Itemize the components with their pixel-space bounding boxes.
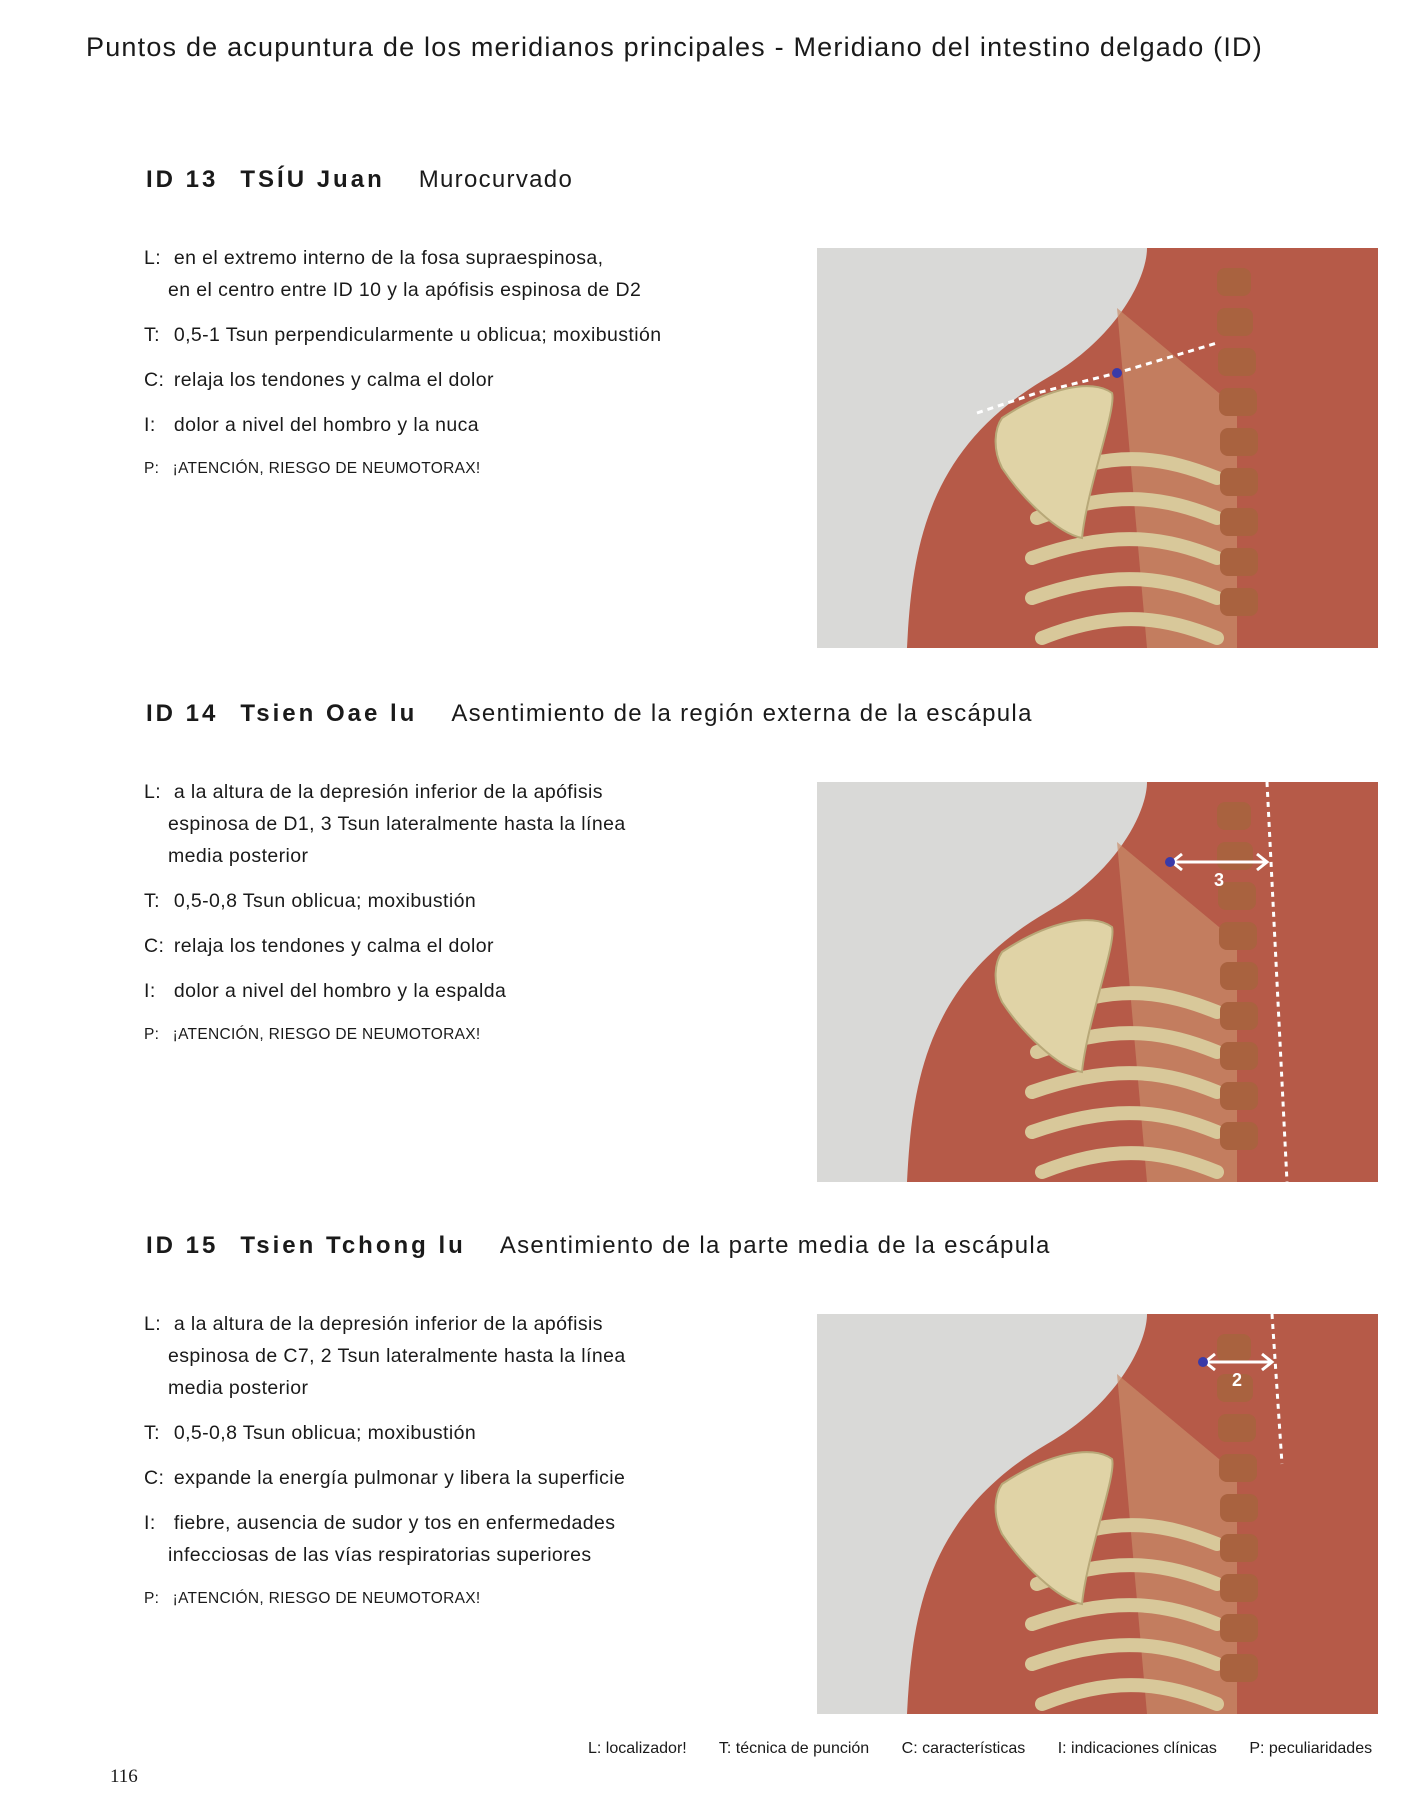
point-name: Tsien Tchong lu	[240, 1232, 466, 1259]
legend-item: I: indicaciones clínicas	[1057, 1740, 1217, 1757]
legend-item: C: características	[901, 1740, 1026, 1757]
line-characteristics: C: expande la energía pulmonar y libera la superficie	[144, 1467, 626, 1489]
page-number: 116	[110, 1766, 138, 1787]
line-localization-cont: espinosa de C7, 2 Tsun lateralmente hasta la línea	[168, 1345, 626, 1367]
anatomy-illustration	[817, 1314, 1378, 1714]
line-peculiarities: P: ¡ATENCIÓN, RIESGO DE NEUMOTORAX!	[144, 460, 481, 477]
legend-item: T: técnica de punción	[718, 1740, 870, 1757]
line-localization: L: a la altura de la depresión inferior de la apófisis	[144, 1313, 603, 1335]
point-name: TSÍU Juan	[240, 166, 385, 193]
point-code: ID 15	[146, 1232, 219, 1259]
line-localization-cont: espinosa de D1, 3 Tsun lateralmente hasta la línea	[168, 813, 626, 835]
entry-heading	[146, 1232, 1051, 1260]
anatomy-figure	[817, 1314, 1378, 1714]
line-characteristics: C: relaja los tendones y calma el dolor	[144, 369, 494, 391]
distance-label: 2	[1231, 1370, 1243, 1390]
anatomy-figure	[817, 782, 1378, 1182]
line-indications: I: dolor a nivel del hombro y la nuca	[144, 414, 480, 436]
line-characteristics: C: relaja los tendones y calma el dolor	[144, 935, 494, 957]
line-localization-cont: media posterior	[168, 845, 309, 867]
anatomy-illustration	[817, 248, 1378, 648]
entry-heading	[146, 166, 573, 194]
page-title: Puntos de acupuntura de los meridianos principales - Meridiano del intestino delgado (ID)	[86, 32, 1263, 62]
point-code: ID 14	[146, 700, 219, 727]
point-meaning: Murocurvado	[418, 166, 574, 193]
point-meaning: Asentimiento de la parte media de la escápula	[499, 1232, 1051, 1259]
anatomy-illustration	[817, 782, 1378, 1182]
line-localization: L: en el extremo interno de la fosa supraespinosa,	[144, 247, 604, 269]
point-description	[144, 776, 804, 1051]
line-peculiarities: P: ¡ATENCIÓN, RIESGO DE NEUMOTORAX!	[144, 1590, 481, 1607]
entry-heading	[146, 700, 1033, 728]
legend-item: L: localizador!	[588, 1740, 687, 1757]
anatomy-figure	[817, 248, 1378, 648]
point-description	[144, 1308, 804, 1615]
line-localization-cont: media posterior	[168, 1377, 309, 1399]
line-technique: T: 0,5-0,8 Tsun oblicua; moxibustión	[144, 1422, 477, 1444]
point-meaning: Asentimiento de la región externa de la escápula	[451, 700, 1033, 727]
line-localization: L: a la altura de la depresión inferior de la apófisis	[144, 781, 603, 803]
line-indications: I: fiebre, ausencia de sudor y tos en enfermedades	[144, 1512, 616, 1534]
line-technique: T: 0,5-0,8 Tsun oblicua; moxibustión	[144, 890, 477, 912]
point-description	[144, 242, 804, 485]
line-indications-cont: infecciosas de las vías respiratorias superiores	[168, 1544, 592, 1566]
legend	[588, 1740, 1372, 1758]
line-localization-cont: en el centro entre ID 10 y la apófisis espinosa de D2	[168, 279, 642, 301]
line-indications: I: dolor a nivel del hombro y la espalda	[144, 980, 507, 1002]
line-technique: T: 0,5-1 Tsun perpendicularmente u oblicua; moxibustión	[144, 324, 662, 346]
line-peculiarities: P: ¡ATENCIÓN, RIESGO DE NEUMOTORAX!	[144, 1026, 481, 1043]
distance-label: 3	[1213, 870, 1225, 890]
legend-item: P: peculiaridades	[1249, 1740, 1373, 1757]
point-name: Tsien Oae lu	[240, 700, 418, 727]
point-code: ID 13	[146, 166, 219, 193]
